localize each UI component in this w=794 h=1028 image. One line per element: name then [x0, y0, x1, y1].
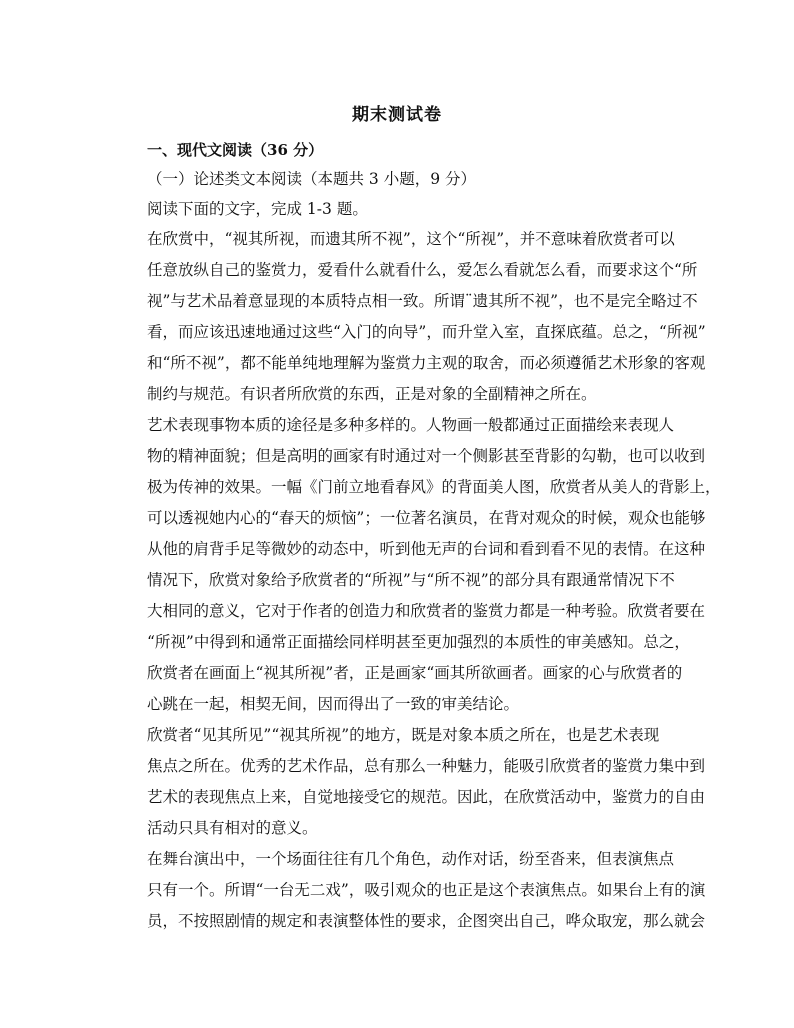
body-line: 和“所不视”，都不能单纯地理解为鉴赏力主观的取舍，而必须遵循艺术形象的客观: [147, 354, 706, 372]
exam-title: 期末测试卷: [352, 105, 442, 125]
body-line: 员，不按照剧情的规定和表演整体性的要求，企图突出自己，哗众取宠，那么就会: [147, 912, 706, 930]
body-line: 视”与艺术品着意显现的本质特点相一致。所谓¨遗其所不视”，也不是完全略过不: [147, 292, 698, 310]
body-line: 制约与规范。有识者所欣赏的东西，正是对象的全副精神之所在。: [147, 385, 597, 403]
body-line: 任意放纵自己的鉴赏力，爱看什么就看什么，爱怎么看就怎么看，而要求这个“所: [147, 261, 698, 279]
body-line: 只有一个。所谓“一台无二戏”，吸引观众的也正是这个表演焦点。如果台上有的演: [147, 881, 706, 899]
subsection-heading: （一）论述类文本阅读（本题共 3 小题，9 分）: [147, 170, 477, 188]
instruction-text: 阅读下面的文字，完成 1-3 题。: [147, 200, 368, 218]
body-line: 欣赏者在画面上“视其所视”者，正是画家“画其所欲画者。画家的心与欣赏者的: [147, 664, 683, 682]
body-line: “所视”中得到和通常正面描绘同样明甚至更加强烈的本质性的审美感知。总之，: [147, 633, 690, 651]
body-line: 情况下，欣赏对象给予欣赏者的“所视”与“所不视”的部分具有跟通常情况下不: [147, 571, 675, 589]
section-heading: 一、现代文阅读（36 分）: [147, 141, 324, 159]
body-line: 艺术表现事物本质的途径是多种多样的。人物画一般都通过正面描绘来表现人: [147, 416, 675, 434]
body-line: 艺术的表现焦点上来，自觉地接受它的规范。因此，在欣赏活动中，鉴赏力的自由: [147, 788, 706, 806]
body-line: 在舞台演出中，一个场面往往有几个角色，动作对话，纷至沓来，但表演焦点: [147, 850, 675, 868]
body-line: 在欣赏中，“视其所视，而遗其所不视”，这个“所视”，并不意味着欣赏者可以: [147, 230, 675, 248]
body-line: 心跳在一起，相契无间，因而得出了一致的审美结论。: [147, 695, 520, 713]
body-line: 活动只具有相对的意义。: [147, 819, 318, 837]
body-line: 大相同的意义，它对于作者的创造力和欣赏者的鉴赏力都是一种考验。欣赏者要在: [147, 602, 706, 620]
body-line: 可以透视她内心的“春天的烦恼”；一位著名演员，在背对观众的时候，观众也能够: [147, 509, 706, 527]
body-line: 极为传神的效果。一幅《门前立地看春风》的背面美人图，欣赏者从美人的背影上，: [147, 478, 721, 496]
body-line: 欣赏者“见其所见”“视其所视”的地方，既是对象本质之所在，也是艺术表现: [147, 726, 660, 744]
body-line: 物的精神面貌；但是高明的画家有时通过对一个侧影甚至背影的勾勒，也可以收到: [147, 447, 706, 465]
body-line: 焦点之所在。优秀的艺术作品，总有那么一种魅力，能吸引欣赏者的鉴赏力集中到: [147, 757, 706, 775]
body-line: 看，而应该迅速地通过这些“入门的向导”，而升堂入室，直探底蕴。总之，“所视”: [147, 323, 706, 341]
body-line: 从他的肩背手足等微妙的动态中，听到他无声的台词和看到看不见的表情。在这种: [147, 540, 706, 558]
